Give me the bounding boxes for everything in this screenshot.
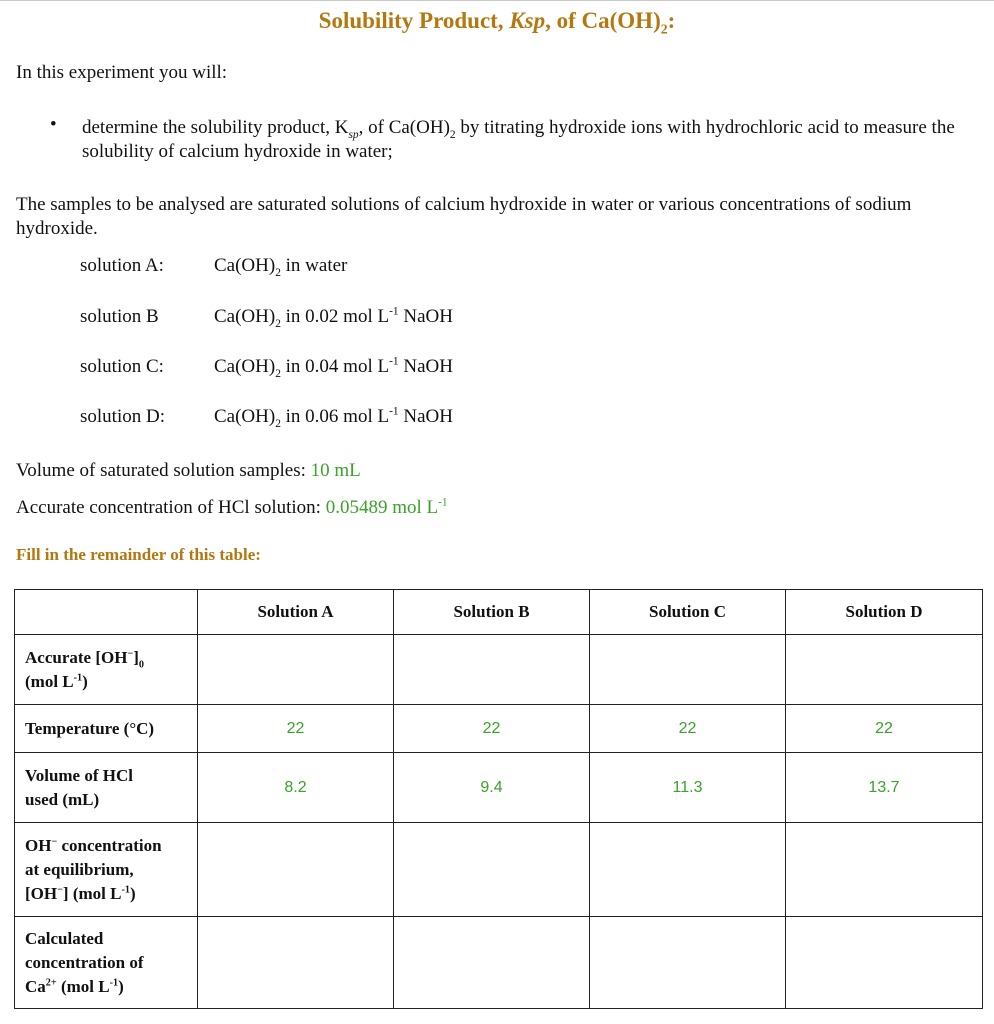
value-cell: 13.7 xyxy=(786,753,983,823)
table-row xyxy=(15,917,983,1009)
input-cell[interactable] xyxy=(590,823,786,917)
input-cell[interactable] xyxy=(786,823,983,917)
value-cell: 8.2 xyxy=(198,753,394,823)
input-cell[interactable] xyxy=(786,635,983,705)
bullet-icon: • xyxy=(50,114,57,135)
row-label-calcium-concentration: Calculated concentration of $Ca^{2+}$ (mol $L^{-1}$) xyxy=(15,917,198,1009)
hcl-concentration-value: 0.05489 mol $L^{-1}$ xyxy=(325,496,448,518)
value-cell: 11.3 xyxy=(590,753,786,823)
solution-row-b xyxy=(80,306,453,328)
page-title: Solubility Product, Ksp, of $Ca(OH)_2$: xyxy=(318,8,676,37)
table-row xyxy=(15,705,983,753)
corner-cell xyxy=(15,590,198,635)
objective-text: determine the solubility product, $K_{sp}$, of $Ca(OH)_2$ by titrating hydroxide ions with hydrochloric acid to measure the solubility of calcium hydroxide in water; xyxy=(82,117,955,162)
solution-label: solution B xyxy=(80,306,159,327)
sample-volume-value: 10 mL xyxy=(310,460,361,481)
table-row xyxy=(15,635,983,705)
row-label-hcl-volume: Volume of HCl used (mL) xyxy=(15,753,198,823)
input-cell[interactable] xyxy=(394,823,590,917)
results-table xyxy=(14,589,983,1009)
solution-description: $Ca(OH)_2$ in 0.06 mol $L^{-1}$ NaOH xyxy=(214,405,453,430)
solution-row-d xyxy=(80,406,453,428)
value-cell: 9.4 xyxy=(394,753,590,823)
samples-description: The samples to be analysed are saturated solutions of calcium hydroxide in water or various concentrations of sodium hydroxide. xyxy=(16,194,912,239)
column-header-solution-d: Solution D xyxy=(786,590,983,635)
hcl-concentration: Accurate concentration of HCl solution: 0.05489 mol $L^{-1}$ xyxy=(16,496,448,518)
top-rule xyxy=(0,0,994,1)
solution-description: $Ca(OH)_2$ in water xyxy=(214,255,348,279)
sample-volume: Volume of saturated solution samples: 10 mL xyxy=(16,460,361,481)
value-cell: 22 xyxy=(786,705,983,753)
row-label-equilibrium-oh: OH− concentration at equilibrium, [OH−] (mol $L^{-1}$) xyxy=(15,823,198,917)
table-row xyxy=(15,753,983,823)
row-label-temperature: Temperature (°C) xyxy=(15,705,198,753)
column-header-solution-b: Solution B xyxy=(394,590,590,635)
input-cell[interactable] xyxy=(198,917,394,1009)
input-cell[interactable] xyxy=(198,635,394,705)
solution-label: solution C: xyxy=(80,356,164,377)
input-cell[interactable] xyxy=(590,917,786,1009)
table-header-row xyxy=(15,590,983,635)
input-cell[interactable] xyxy=(786,917,983,1009)
intro-text: In this experiment you will: xyxy=(16,62,228,83)
column-header-solution-c: Solution C xyxy=(590,590,786,635)
input-cell[interactable] xyxy=(590,635,786,705)
value-cell: 22 xyxy=(590,705,786,753)
table-row xyxy=(15,823,983,917)
solution-row-a xyxy=(80,255,347,277)
solution-row-c xyxy=(80,356,453,378)
value-cell: 22 xyxy=(394,705,590,753)
table-instruction: Fill in the remainder of this table: xyxy=(16,545,261,564)
input-cell[interactable] xyxy=(394,635,590,705)
input-cell[interactable] xyxy=(394,917,590,1009)
value-cell: 22 xyxy=(198,705,394,753)
solution-description: $Ca(OH)_2$ in 0.04 mol $L^{-1}$ NaOH xyxy=(214,355,453,380)
solution-description: $Ca(OH)_2$ in 0.02 mol $L^{-1}$ NaOH xyxy=(214,305,453,330)
input-cell[interactable] xyxy=(198,823,394,917)
row-label-initial-oh: Accurate $[OH^-]_0$ (mol $L^{-1}$) xyxy=(15,635,198,705)
solution-label: solution A: xyxy=(80,255,164,276)
column-header-solution-a: Solution A xyxy=(198,590,394,635)
solution-label: solution D: xyxy=(80,406,165,427)
